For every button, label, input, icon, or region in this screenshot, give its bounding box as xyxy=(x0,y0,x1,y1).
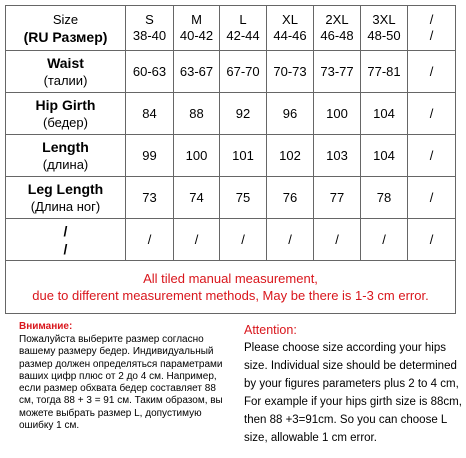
value-cell: 103 xyxy=(314,135,361,177)
value-cell: / xyxy=(220,219,267,261)
size-table xyxy=(5,5,456,314)
size-header-s xyxy=(126,6,174,51)
en-notice-text: Please choose size according your hips size. Individual size should be determined by your figures parameters plus 2 to 4 cm, For example if your hips girth size is 88cm, then 88 +3=91cm. So you can choose L size, allowable 1 cm error. xyxy=(244,342,462,444)
value-cell: / xyxy=(174,219,220,261)
value-cell: 99 xyxy=(126,135,174,177)
value-cell: 73-77 xyxy=(314,51,361,93)
size-header-3xl xyxy=(361,6,408,51)
size-name: S xyxy=(145,12,154,27)
value-cell: 88 xyxy=(174,93,220,135)
note-line-1: All tiled manual measurement, xyxy=(143,271,318,286)
size-label-ru: (RU Размер) xyxy=(23,28,108,45)
row-label-ru: (талии) xyxy=(43,73,88,88)
row-label-cell xyxy=(6,135,126,177)
table-row-length xyxy=(6,135,456,177)
value-cell: 102 xyxy=(267,135,314,177)
row-label-ru: / xyxy=(63,240,68,257)
size-label: Size xyxy=(52,11,79,27)
value-cell: 100 xyxy=(314,93,361,135)
ru-notice-text: Пожалуйста выберите размер согласно вашему размеру бедер. Индивидуальный размер должен определяться параметрами ваших цифр плюс от 2 до 4 см. Например, если размер обхвата бедер составляет 88 см, тогда 88 + 3 = 91 см. Таким образом, вы можете выбрать размер L, допустимую ошибку 1 см. xyxy=(19,334,223,432)
value-cell: 76 xyxy=(267,177,314,219)
size-name: L xyxy=(239,12,247,27)
value-cell: / xyxy=(408,93,456,135)
size-name: / xyxy=(429,12,434,27)
value-cell: 101 xyxy=(220,135,267,177)
value-cell: / xyxy=(126,219,174,261)
size-label-cell xyxy=(6,6,126,51)
size-ru: 48-50 xyxy=(367,28,401,43)
value-cell: / xyxy=(408,219,456,261)
size-header-m xyxy=(174,6,220,51)
row-label-cell xyxy=(6,93,126,135)
size-header-2xl xyxy=(314,6,361,51)
size-header-slash xyxy=(408,6,456,51)
note-line-2: due to different measurement methods, May be there is 1-3 cm error. xyxy=(32,288,429,303)
value-cell: 63-67 xyxy=(174,51,220,93)
value-cell: 92 xyxy=(220,93,267,135)
value-cell: 96 xyxy=(267,93,314,135)
row-label-ru: (бедер) xyxy=(43,115,88,130)
size-ru: 44-46 xyxy=(273,28,307,43)
ru-notice-title: Внимание: xyxy=(19,321,73,332)
size-ru: 40-42 xyxy=(179,28,214,43)
ru-notice xyxy=(19,321,229,432)
table-row-hip-girth xyxy=(6,93,456,135)
value-cell: 100 xyxy=(174,135,220,177)
row-label-en: / xyxy=(63,222,68,239)
value-cell: / xyxy=(361,219,408,261)
value-cell: 77-81 xyxy=(361,51,408,93)
size-name: 2XL xyxy=(325,12,349,27)
en-notice-title: Attention: xyxy=(244,323,297,337)
value-cell: 78 xyxy=(361,177,408,219)
value-cell: 104 xyxy=(361,93,408,135)
value-cell: 67-70 xyxy=(220,51,267,93)
value-cell: 84 xyxy=(126,93,174,135)
value-cell: 60-63 xyxy=(126,51,174,93)
value-cell: / xyxy=(408,135,456,177)
row-label-en: Leg Length xyxy=(27,181,104,197)
value-cell: 75 xyxy=(220,177,267,219)
size-ru: / xyxy=(429,28,434,43)
row-label-cell xyxy=(6,51,126,93)
value-cell: / xyxy=(408,51,456,93)
table-row-waist xyxy=(6,51,456,93)
row-label-cell xyxy=(6,219,126,261)
value-cell: / xyxy=(408,177,456,219)
table-row-empty xyxy=(6,219,456,261)
en-notice xyxy=(244,323,462,447)
value-cell: 77 xyxy=(314,177,361,219)
size-ru: 38-40 xyxy=(132,28,167,43)
row-label-ru: (длина) xyxy=(42,157,89,172)
size-ru: 42-44 xyxy=(226,28,260,43)
header-row xyxy=(6,6,456,51)
value-cell: 74 xyxy=(174,177,220,219)
measurement-note xyxy=(6,261,456,314)
row-label-ru: (Длина ног) xyxy=(30,199,101,214)
measurement-note-row xyxy=(6,261,456,314)
size-ru: 46-48 xyxy=(320,28,354,43)
value-cell: / xyxy=(267,219,314,261)
size-name: 3XL xyxy=(372,12,396,27)
row-label-en: Length xyxy=(42,139,89,155)
size-name: M xyxy=(191,12,202,27)
row-label-cell xyxy=(6,177,126,219)
table-row-leg-length xyxy=(6,177,456,219)
size-name: XL xyxy=(282,12,298,27)
value-cell: 73 xyxy=(126,177,174,219)
size-header-xl xyxy=(267,6,314,51)
value-cell: 104 xyxy=(361,135,408,177)
value-cell: 70-73 xyxy=(267,51,314,93)
size-header-l xyxy=(220,6,267,51)
row-label-en: Waist xyxy=(47,55,84,71)
value-cell: / xyxy=(314,219,361,261)
row-label-en: Hip Girth xyxy=(35,97,96,113)
